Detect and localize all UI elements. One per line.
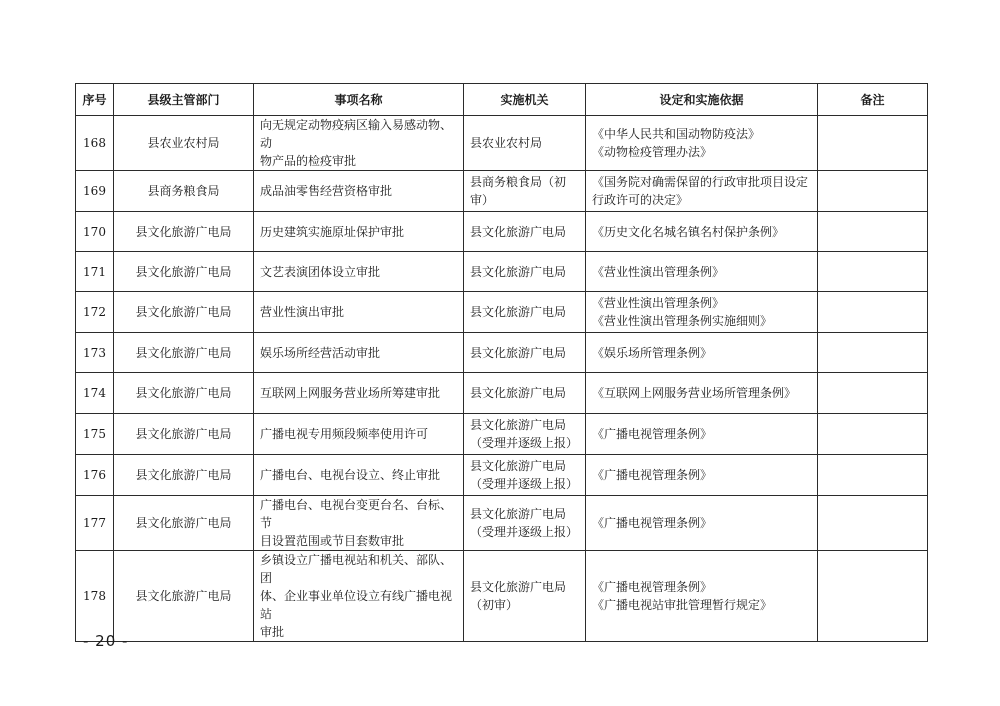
cell-agency	[464, 551, 586, 642]
table-row	[76, 116, 928, 171]
cell-remarks	[818, 333, 928, 373]
cell-department: 县文化旅游广电局	[114, 414, 254, 455]
table-row	[76, 496, 928, 551]
cell-agency	[464, 333, 586, 373]
table-row	[76, 373, 928, 414]
header-department: 县级主管部门	[114, 84, 254, 116]
cell-item-name-line: 目设置范围或节目套数审批	[260, 534, 405, 548]
cell-legal-basis-line: 《营业性演出管理条例》	[592, 264, 725, 279]
cell-agency	[464, 212, 586, 252]
cell-agency-line: 县文化旅游广电局	[470, 305, 567, 319]
cell-agency-line: 县文化旅游广电局	[470, 386, 567, 400]
cell-legal-basis	[586, 414, 818, 455]
cell-item-name-line: 体、企业事业单位设立有线广播电视站	[260, 589, 453, 621]
cell-department: 县文化旅游广电局	[114, 455, 254, 496]
cell-legal-basis-line: 《娱乐场所管理条例》	[592, 345, 713, 360]
cell-legal-basis-line: 行政许可的决定》	[592, 193, 689, 207]
cell-agency	[464, 414, 586, 455]
cell-item-name-line: 广播电台、电视台变更台名、台标、节	[260, 498, 453, 530]
cell-item-name-line: 历史建筑实施原址保护审批	[260, 224, 405, 239]
cell-item-name-line: 互联网上网服务营业场所筹建审批	[260, 386, 441, 400]
cell-remarks	[818, 292, 928, 333]
cell-legal-basis-line: 《历史文化名城名镇名村保护条例》	[592, 224, 785, 239]
cell-item-name-line: 乡镇设立广播电视站和机关、部队、团	[260, 553, 453, 585]
cell-serial-number: 178	[76, 551, 114, 642]
cell-legal-basis-line: 《互联网上网服务营业场所管理条例》	[592, 386, 797, 400]
cell-department: 县文化旅游广电局	[114, 496, 254, 551]
cell-legal-basis-line: 《广播电视管理条例》	[592, 516, 713, 530]
cell-legal-basis	[586, 455, 818, 496]
cell-department: 县商务粮食局	[114, 171, 254, 212]
cell-legal-basis	[586, 116, 818, 171]
cell-agency-line: （受理并逐级上报）	[470, 477, 579, 491]
page-number: - 20 -	[83, 632, 129, 650]
cell-legal-basis	[586, 171, 818, 212]
table-row	[76, 171, 928, 212]
cell-legal-basis	[586, 551, 818, 642]
cell-serial-number: 175	[76, 414, 114, 455]
cell-legal-basis-line: 《广播电视管理条例》	[592, 468, 713, 482]
cell-item-name	[254, 551, 464, 642]
cell-department: 县农业农村局	[114, 116, 254, 171]
cell-item-name	[254, 171, 464, 212]
cell-remarks	[818, 496, 928, 551]
cell-serial-number: 171	[76, 252, 114, 292]
cell-legal-basis	[586, 252, 818, 292]
cell-agency	[464, 373, 586, 414]
cell-remarks	[818, 171, 928, 212]
header-item-name: 事项名称	[254, 84, 464, 116]
cell-item-name	[254, 292, 464, 333]
cell-legal-basis-line: 《广播电视站审批管理暂行规定》	[592, 598, 773, 612]
cell-item-name	[254, 373, 464, 414]
cell-serial-number: 168	[76, 116, 114, 171]
cell-serial-number: 174	[76, 373, 114, 414]
cell-legal-basis	[586, 496, 818, 551]
header-legal-basis: 设定和实施依据	[586, 84, 818, 116]
cell-remarks	[818, 414, 928, 455]
cell-item-name	[254, 455, 464, 496]
cell-item-name	[254, 116, 464, 171]
cell-item-name-line: 文艺表演团体设立审批	[260, 264, 381, 279]
cell-serial-number: 172	[76, 292, 114, 333]
cell-legal-basis-line: 《广播电视管理条例》	[592, 580, 713, 594]
cell-serial-number: 173	[76, 333, 114, 373]
table-row	[76, 292, 928, 333]
cell-department: 县文化旅游广电局	[114, 252, 254, 292]
cell-remarks	[818, 212, 928, 252]
cell-legal-basis	[586, 292, 818, 333]
cell-agency-line: （受理并逐级上报）	[470, 525, 579, 539]
table-row	[76, 455, 928, 496]
cell-department: 县文化旅游广电局	[114, 212, 254, 252]
cell-legal-basis-line: 《广播电视管理条例》	[592, 427, 713, 441]
cell-legal-basis-line: 《中华人民共和国动物防疫法》	[592, 127, 761, 141]
table-header-row	[76, 84, 928, 116]
table-row	[76, 551, 928, 642]
cell-serial-number: 169	[76, 171, 114, 212]
cell-legal-basis	[586, 333, 818, 373]
cell-department: 县文化旅游广电局	[114, 333, 254, 373]
cell-legal-basis	[586, 373, 818, 414]
cell-item-name	[254, 496, 464, 551]
cell-item-name-line: 审批	[260, 625, 285, 639]
cell-item-name-line: 娱乐场所经营活动审批	[260, 345, 381, 360]
cell-legal-basis-line: 《动物检疫管理办法》	[592, 145, 713, 159]
cell-remarks	[818, 252, 928, 292]
cell-agency-line: 县文化旅游广电局	[470, 224, 567, 239]
cell-item-name	[254, 333, 464, 373]
cell-agency-line: 县农业农村局	[470, 136, 543, 150]
cell-item-name-line: 广播电视专用频段频率使用许可	[260, 427, 429, 441]
cell-agency	[464, 455, 586, 496]
cell-item-name	[254, 212, 464, 252]
cell-remarks	[818, 373, 928, 414]
cell-agency-line: 县文化旅游广电局	[470, 264, 567, 279]
table-row	[76, 212, 928, 252]
cell-serial-number: 170	[76, 212, 114, 252]
table-row	[76, 333, 928, 373]
cell-item-name-line: 物产品的检疫审批	[260, 154, 357, 168]
cell-agency-line: 县文化旅游广电局	[470, 580, 567, 594]
cell-legal-basis	[586, 212, 818, 252]
cell-remarks	[818, 116, 928, 171]
cell-item-name	[254, 252, 464, 292]
table-body	[76, 116, 928, 642]
header-serial-number: 序号	[76, 84, 114, 116]
table-row	[76, 252, 928, 292]
cell-legal-basis-line: 《营业性演出管理条例实施细则》	[592, 314, 773, 328]
cell-department: 县文化旅游广电局	[114, 373, 254, 414]
cell-legal-basis-line: 《营业性演出管理条例》	[592, 296, 725, 310]
cell-agency-line: 县文化旅游广电局	[470, 459, 567, 473]
cell-item-name	[254, 414, 464, 455]
approval-items-table	[75, 83, 928, 642]
cell-agency-line: 县商务粮食局（初审）	[470, 175, 567, 207]
cell-agency-line: 县文化旅游广电局	[470, 345, 567, 360]
cell-agency-line: （受理并逐级上报）	[470, 436, 579, 450]
table-row	[76, 414, 928, 455]
cell-item-name-line: 营业性演出审批	[260, 305, 345, 319]
cell-agency	[464, 116, 586, 171]
header-remarks: 备注	[818, 84, 928, 116]
cell-item-name-line: 向无规定动物疫病区输入易感动物、动	[260, 118, 453, 150]
cell-agency-line: 县文化旅游广电局	[470, 507, 567, 521]
cell-remarks	[818, 551, 928, 642]
cell-agency	[464, 252, 586, 292]
cell-agency-line: （初审）	[470, 598, 519, 612]
cell-serial-number: 176	[76, 455, 114, 496]
cell-agency-line: 县文化旅游广电局	[470, 418, 567, 432]
cell-item-name-line: 广播电台、电视台设立、终止审批	[260, 468, 441, 482]
cell-item-name-line: 成品油零售经营资格审批	[260, 184, 393, 198]
cell-agency	[464, 292, 586, 333]
cell-remarks	[818, 455, 928, 496]
header-agency: 实施机关	[464, 84, 586, 116]
cell-legal-basis-line: 《国务院对确需保留的行政审批项目设定	[592, 175, 809, 189]
cell-agency	[464, 496, 586, 551]
cell-department: 县文化旅游广电局	[114, 292, 254, 333]
cell-department: 县文化旅游广电局	[114, 551, 254, 642]
cell-serial-number: 177	[76, 496, 114, 551]
cell-agency	[464, 171, 586, 212]
